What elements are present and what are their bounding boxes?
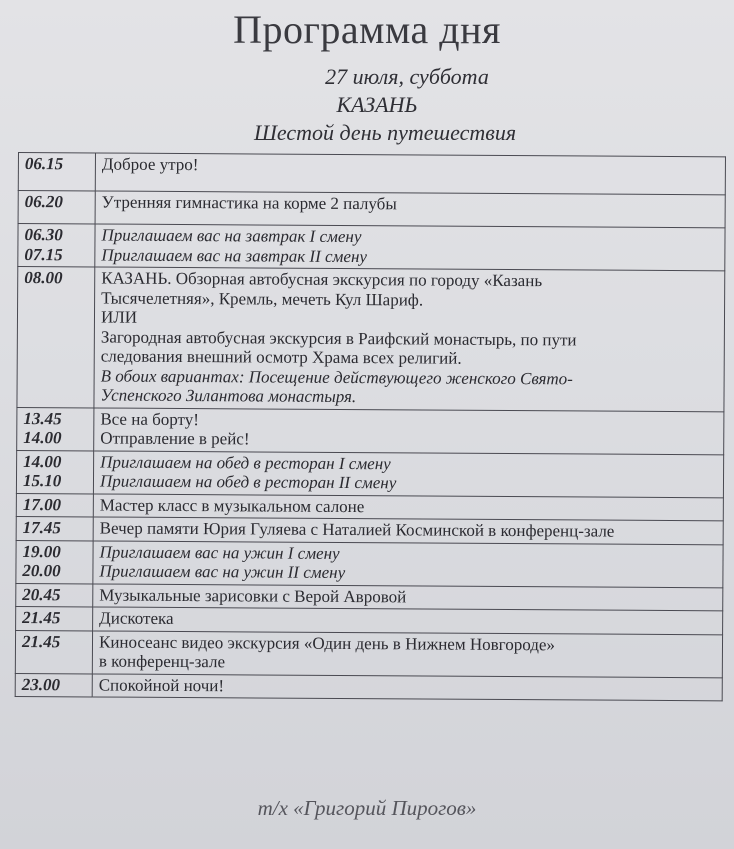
time-cell xyxy=(15,630,92,673)
event-line: Отправление в рейс! xyxy=(100,428,250,449)
event-cell xyxy=(95,190,725,227)
event-line: Приглашаем вас на завтрак II смену xyxy=(101,245,368,266)
time-cell xyxy=(17,267,95,408)
time-value: 06.30 xyxy=(24,225,63,245)
time-value: 21.45 xyxy=(22,608,61,628)
event-line: Приглашаем вас на ужин I смену xyxy=(99,542,340,563)
table-row xyxy=(17,267,725,412)
ship-name: т/х «Григорий Пирогов» xyxy=(257,796,477,820)
event-cell xyxy=(93,450,723,497)
page-title: Программа дня xyxy=(233,7,501,52)
table-row xyxy=(18,224,725,271)
event-cell xyxy=(95,224,725,271)
table-row xyxy=(16,540,723,587)
time-cell xyxy=(16,516,93,540)
time-cell xyxy=(15,673,92,697)
time-value: 20.00 xyxy=(22,561,61,581)
time-cell xyxy=(18,190,95,224)
time-value: 07.15 xyxy=(24,244,63,264)
event-line: Вечер памяти Юрия Гуляева с Наталией Косминской в конференц-зале xyxy=(99,518,615,541)
event-line: Спокойной ночи! xyxy=(98,675,225,695)
time-cell xyxy=(16,493,93,517)
event-line: следования внешний осмотр Храма всех религий. xyxy=(100,346,462,368)
date-line: 27 июля, суббота xyxy=(325,64,489,89)
table-row xyxy=(18,153,725,195)
event-line: ИЛИ xyxy=(100,307,138,327)
event-line: в конференц-зале xyxy=(98,651,226,672)
time-cell xyxy=(16,583,93,607)
event-line: Успенского Зилантова монастыря. xyxy=(100,385,357,407)
table-row xyxy=(17,407,724,454)
time-value: 15.10 xyxy=(22,471,62,491)
time-cell xyxy=(16,606,93,630)
event-cell xyxy=(95,153,725,194)
time-value: 08.00 xyxy=(24,268,63,288)
event-line: Доброе утро! xyxy=(101,154,199,175)
event-cell xyxy=(94,407,724,454)
event-cell xyxy=(94,267,725,411)
event-line: Приглашаем вас на ужин II смену xyxy=(99,561,346,583)
time-cell xyxy=(16,540,93,583)
day-line: Шестой день путешествия xyxy=(253,120,517,145)
event-line: Приглашаем вас на завтрак I смену xyxy=(101,225,362,247)
table-row xyxy=(18,190,725,228)
time-value: 17.45 xyxy=(22,518,62,538)
time-value: 13.45 xyxy=(23,408,62,428)
event-cell xyxy=(93,540,723,587)
time-cell xyxy=(16,450,93,493)
time-value: 14.00 xyxy=(23,451,62,471)
event-line: Мастер класс в музыкальном салоне xyxy=(99,495,365,516)
time-value: 17.00 xyxy=(22,494,62,514)
event-line: Все на борту! xyxy=(100,409,200,429)
event-line: Приглашаем на обед в ресторан I смену xyxy=(100,452,391,473)
table-row xyxy=(16,450,723,497)
time-value: 06.15 xyxy=(24,154,64,174)
time-value: 23.00 xyxy=(21,674,61,694)
time-value: 14.00 xyxy=(23,428,62,448)
event-line: Музыкальные зарисовки с Верой Авровой xyxy=(99,585,407,606)
event-line: Утренняя гимнастика на корме 2 палубы xyxy=(101,192,397,213)
table-row xyxy=(15,673,722,701)
table-row xyxy=(15,630,722,677)
event-line: Дискотека xyxy=(99,608,174,628)
time-value: 19.00 xyxy=(22,541,61,561)
time-value: 21.45 xyxy=(21,631,61,651)
time-value: 06.20 xyxy=(24,191,64,211)
event-line: Приглашаем на обед в ресторан II смену xyxy=(99,471,397,493)
city-line: КАЗАНЬ xyxy=(336,92,418,117)
event-cell xyxy=(92,673,722,700)
event-cell xyxy=(92,630,722,677)
event-line: Тысячелетняя», Кремль, мечеть Кул Шариф. xyxy=(101,288,424,309)
event-line: В обоих вариантах: Посещение действующего женского Свято- xyxy=(100,366,573,388)
time-cell xyxy=(17,407,94,450)
schedule-table xyxy=(15,152,726,701)
event-line: Киносеанс видео экскурсия «Один день в Нижнем Новгороде» xyxy=(98,632,555,654)
event-line: КАЗАНЬ. Обзорная автобусная экскурсия по городу «Казань xyxy=(101,268,543,291)
time-cell xyxy=(18,153,95,191)
time-cell xyxy=(18,224,95,267)
event-line: Загородная автобусная экскурсия в Раифский монастырь, по пути xyxy=(100,327,577,349)
time-value: 20.45 xyxy=(22,584,61,604)
